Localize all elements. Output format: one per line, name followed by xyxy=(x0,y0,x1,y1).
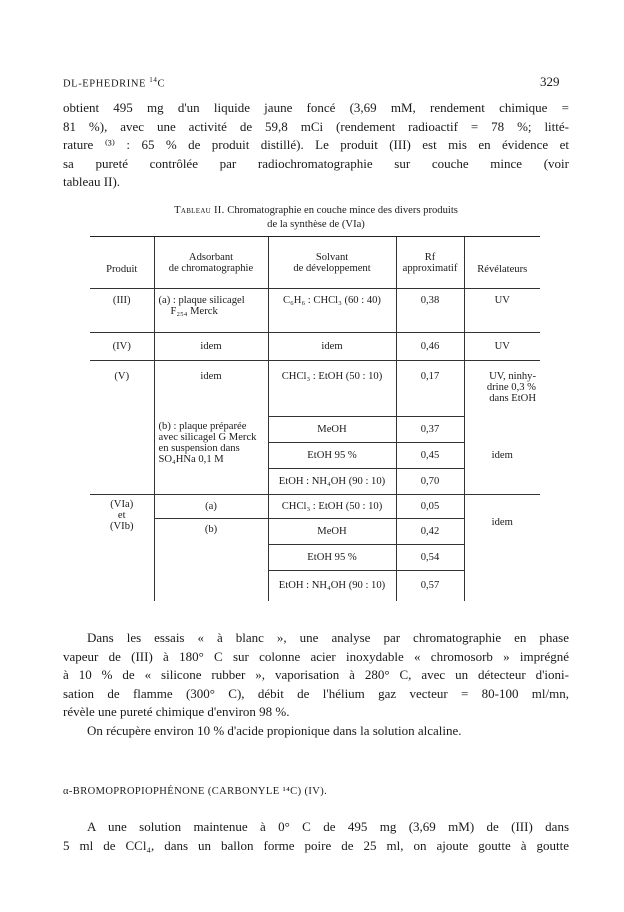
text-line: sation de flamme (300° C), débit de l'hélium gaz vecteur = 80-100 ml/mn, xyxy=(63,685,569,701)
paragraph-3 xyxy=(63,818,569,855)
section-title: α-BROMOPROPIOPHÉNONE (CARBONYLE ¹⁴C) (IV). xyxy=(63,786,328,797)
text-line: rature ⁽³⁾ : 65 % de produit distillé). Le produit (III) est mis en évidence et xyxy=(63,137,569,153)
table-row: EtOH 95 % 0,45 xyxy=(90,443,540,469)
text-line: A une solution maintenue à 0° C de 495 mg (3,69 mM) de (III) dans xyxy=(87,819,569,834)
running-title: DL-EPHEDRINE $^{14}$C xyxy=(63,76,166,90)
table-row: (VIa) et (VIb) (a) CHCl₃ : EtOH (50 : 10) 0,05 idem xyxy=(90,495,540,519)
table-row: (III) (a) : plaque silicagel F₂₅₄ Merck C₆H₆ : CHCl₃ (60 : 40) 0,38 UV xyxy=(90,289,540,333)
table-row: EtOH 95 % 0,54 xyxy=(90,545,540,571)
table-header-row xyxy=(90,237,540,289)
text-line: 81 %), avec une activité de 59,8 mCi (rendement radioactif = 78 %; litté- xyxy=(63,118,569,134)
chromatography-table xyxy=(90,236,540,601)
table-row: EtOH : NH₄OH (90 : 10) 0,70 xyxy=(90,469,540,495)
table-row: (b) : plaque préparée avec silicagel G Merck en suspension dans SO₄HNa 0,1 M MeOH 0,37 idem xyxy=(90,417,540,443)
table-row: EtOH : NH₄OH (90 : 10) 0,57 xyxy=(90,571,540,601)
header-rf: Rf approximatif xyxy=(396,237,464,289)
header-produit: Produit xyxy=(90,237,154,289)
text-line: tableau II). xyxy=(63,174,121,190)
header-adsorbant: Adsorbant de chromatographie xyxy=(154,237,268,289)
header-revelateurs: Révélateurs xyxy=(464,237,540,289)
text-line: sa pureté contrôlée par radiochromatographie sur couche mince (voir xyxy=(63,155,569,171)
table-caption xyxy=(63,204,569,232)
table-row: (b) MeOH 0,42 xyxy=(90,519,540,545)
text-line: 5 ml de CCl₄, dans un ballon forme poire de 25 ml, on ajoute goutte à goutte xyxy=(63,837,569,853)
table-label: Tableau II. xyxy=(174,205,225,216)
text-line: Dans les essais « à blanc », une analyse par chromatographie en phase xyxy=(87,630,569,645)
table-row: (V) idem CHCl₃ : EtOH (50 : 10) 0,17 UV, ninhy- drine 0,3 % dans EtOH xyxy=(90,361,540,417)
text-line: vapeur de (III) à 180° C sur colonne acier inoxydable « chromosorb » imprégné xyxy=(63,648,569,664)
text-line: révèle une pureté chimique d'environ 98 %. xyxy=(63,704,290,720)
text-line: On récupère environ 10 % d'acide propionique dans la solution alcaline. xyxy=(87,722,462,738)
paragraph-2 xyxy=(63,629,569,741)
table-caption-line-1: Chromatographie en couche mince des divers produits xyxy=(227,205,458,216)
paragraph-1 xyxy=(63,99,569,192)
table-row: (IV) idem idem 0,46 UV xyxy=(90,333,540,361)
table-caption-line-2: de la synthèse de (VIa) xyxy=(267,219,365,230)
text-line: à 10 % de « silicone rubber », vaporisation à 280° C, avec un détecteur d'ioni- xyxy=(63,667,569,683)
text-line: obtient 495 mg d'un liquide jaune foncé (3,69 mM, rendement chimique = xyxy=(63,100,569,115)
header-solvant: Solvant de développement xyxy=(268,237,396,289)
adsorbant-b-cell: (b) : plaque préparée avec silicagel G Merck en suspension dans SO₄HNa 0,1 M xyxy=(154,417,268,495)
page-number: 329 xyxy=(540,74,560,89)
